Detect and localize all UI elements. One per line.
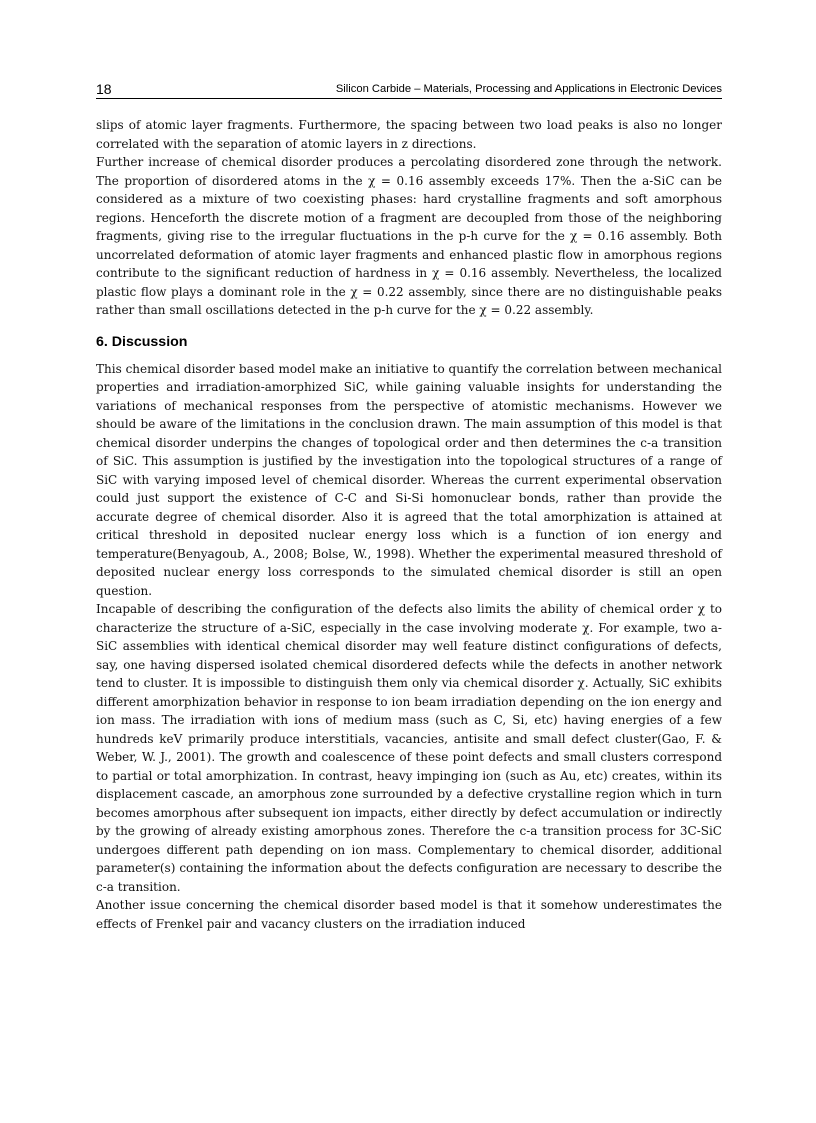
page-number: 18 xyxy=(96,81,112,97)
paragraph: slips of atomic layer fragments. Furthermore, the spacing between two load peaks is also no longer correlated with the separation of atomic layers in z directions. xyxy=(96,118,722,151)
running-header xyxy=(96,80,722,99)
paragraph: Further increase of chemical disorder produces a percolating disordered zone through the network. The proportion of disordered atoms in the χ = 0.16 assembly exceeds 17%. Then the a-SiC can be considered as a mixture of two coexisting phases: hard crystalline fragments and soft amorphous regions. Henceforth the discrete motion of a fragment are decoupled from those of the neighboring fragments, giving rise to the irregular fluctuations in the p-h curve for the χ = 0.16 assembly. Both uncorrelated deformation of atomic layer fragments and enhanced plastic flow in amorphous regions contribute to the significant reduction of hardness in χ = 0.16 assembly. Nevertheless, the localized plastic flow plays a dominant role in the χ = 0.22 assembly, since there are no distinguishable peaks rather than small oscillations detected in the p-h curve for the χ = 0.22 assembly. xyxy=(96,155,722,317)
body-text xyxy=(96,116,722,933)
paragraph: Another issue concerning the chemical disorder based model is that it somehow underestimates the effects of Frenkel pair and vacancy clusters on the irradiation induced xyxy=(96,898,722,931)
paragraph: Incapable of describing the configuration of the defects also limits the ability of chemical order χ to characterize the structure of a-SiC, especially in the case involving moderate χ. For example, two a-SiC assemblies with identical chemical disorder may well feature distinct configurations of defects, say, one having dispersed isolated chemical disordered defects while the defects in another network tend to cluster. It is impossible to distinguish them only via chemical disorder χ. Actually, SiC exhibits different amorphization behavior in response to ion beam irradiation depending on the ion energy and ion mass. The irradiation with ions of medium mass (such as C, Si, etc) having energies of a few hundreds keV primarily produce interstitials, vacancies, antisite and small defect cluster(Gao, F. & Weber, W. J., 2001). The growth and coalescence of these point defects and small clusters correspond to partial or total amorphization. In contrast, heavy impinging ion (such as Au, etc) creates, within its displacement cascade, an amorphous zone surrounded by a defective crystalline region which in turn becomes amorphous after subsequent ion impacts, either directly by defect accumulation or indirectly by the growing of already existing amorphous zones. Therefore the c-a transition process for 3C-SiC undergoes different path depending on ion mass. Complementary to chemical disorder, additional parameter(s) containing the information about the defects configuration are necessary to describe the c-a transition. xyxy=(96,602,722,894)
section-heading: 6. Discussion xyxy=(96,333,188,350)
running-title: Silicon Carbide – Materials, Processing and Applications in Electronic Devices xyxy=(335,83,722,95)
paragraph: This chemical disorder based model make an initiative to quantify the correlation between mechanical properties and irradiation-amorphized SiC, while gaining valuable insights for understanding the variations of mechanical responses from the perspective of atomistic mechanisms. However we should be aware of the limitations in the conclusion drawn. The main assumption of this model is that chemical disorder underpins the changes of topological order and then determines the c-a transition of SiC. This assumption is justified by the investigation into the topological structures of a range of SiC with varying imposed level of chemical disorder. Whereas the current experimental observation could just support the existence of C-C and Si-Si homonuclear bonds, rather than provide the accurate degree of chemical disorder. Also it is agreed that the total amorphization is attained at critical threshold in deposited nuclear energy loss which is a function of ion energy and temperature(Benyagoub, A., 2008; Bolse, W., 1998). Whether the experimental measured threshold of deposited nuclear energy loss corresponds to the simulated chemical disorder is still an open question. xyxy=(96,361,722,598)
